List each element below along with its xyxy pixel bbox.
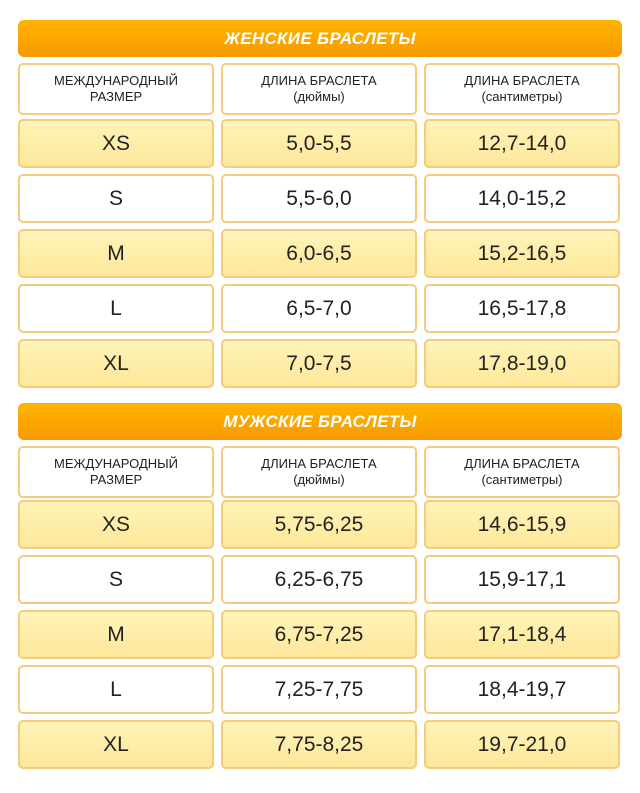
men-size-table <box>18 403 622 775</box>
inches-cell: 6,75-7,25 <box>221 610 417 659</box>
size-cell: M <box>18 610 214 659</box>
header-length-cm <box>424 446 620 498</box>
header-length-inches <box>221 63 417 115</box>
cm-cell: 18,4-19,7 <box>424 665 620 714</box>
header-label: ДЛИНА БРАСЛЕТА <box>464 456 580 471</box>
cm-cell: 17,1-18,4 <box>424 610 620 659</box>
header-sublabel: РАЗМЕР <box>89 89 143 104</box>
header-label: ДЛИНА БРАСЛЕТА <box>261 456 377 471</box>
header-intl-size <box>18 446 214 498</box>
inches-cell: 5,5-6,0 <box>221 174 417 223</box>
women-table-title: ЖЕНСКИЕ БРАСЛЕТЫ <box>18 20 622 57</box>
header-sublabel: (дюймы) <box>293 472 345 487</box>
header-sublabel: (сантиметры) <box>481 89 563 104</box>
cm-cell: 17,8-19,0 <box>424 339 620 388</box>
header-label: ДЛИНА БРАСЛЕТА <box>464 73 580 88</box>
men-table-title: МУЖСКИЕ БРАСЛЕТЫ <box>18 403 622 440</box>
header-sublabel: (дюймы) <box>293 89 345 104</box>
inches-cell: 6,0-6,5 <box>221 229 417 278</box>
size-cell: XL <box>18 720 214 769</box>
header-length-inches <box>221 446 417 498</box>
cm-cell: 15,2-16,5 <box>424 229 620 278</box>
cm-cell: 19,7-21,0 <box>424 720 620 769</box>
inches-cell: 5,75-6,25 <box>221 500 417 549</box>
cm-cell: 14,0-15,2 <box>424 174 620 223</box>
header-length-cm <box>424 63 620 115</box>
cm-cell: 12,7-14,0 <box>424 119 620 168</box>
inches-cell: 7,0-7,5 <box>221 339 417 388</box>
size-cell: XS <box>18 119 214 168</box>
header-sublabel: (сантиметры) <box>481 472 563 487</box>
cm-cell: 14,6-15,9 <box>424 500 620 549</box>
size-cell: M <box>18 229 214 278</box>
header-sublabel: РАЗМЕР <box>89 472 143 487</box>
inches-cell: 6,25-6,75 <box>221 555 417 604</box>
inches-cell: 7,25-7,75 <box>221 665 417 714</box>
size-cell: XL <box>18 339 214 388</box>
inches-cell: 7,75-8,25 <box>221 720 417 769</box>
size-cell: L <box>18 665 214 714</box>
header-label: МЕЖДУНАРОДНЫЙ <box>53 73 179 88</box>
header-label: МЕЖДУНАРОДНЫЙ <box>53 456 179 471</box>
size-cell: XS <box>18 500 214 549</box>
cm-cell: 15,9-17,1 <box>424 555 620 604</box>
inches-cell: 6,5-7,0 <box>221 284 417 333</box>
inches-cell: 5,0-5,5 <box>221 119 417 168</box>
size-cell: S <box>18 555 214 604</box>
cm-cell: 16,5-17,8 <box>424 284 620 333</box>
size-cell: L <box>18 284 214 333</box>
header-label: ДЛИНА БРАСЛЕТА <box>261 73 377 88</box>
women-size-table <box>18 20 622 390</box>
size-cell: S <box>18 174 214 223</box>
header-intl-size <box>18 63 214 115</box>
